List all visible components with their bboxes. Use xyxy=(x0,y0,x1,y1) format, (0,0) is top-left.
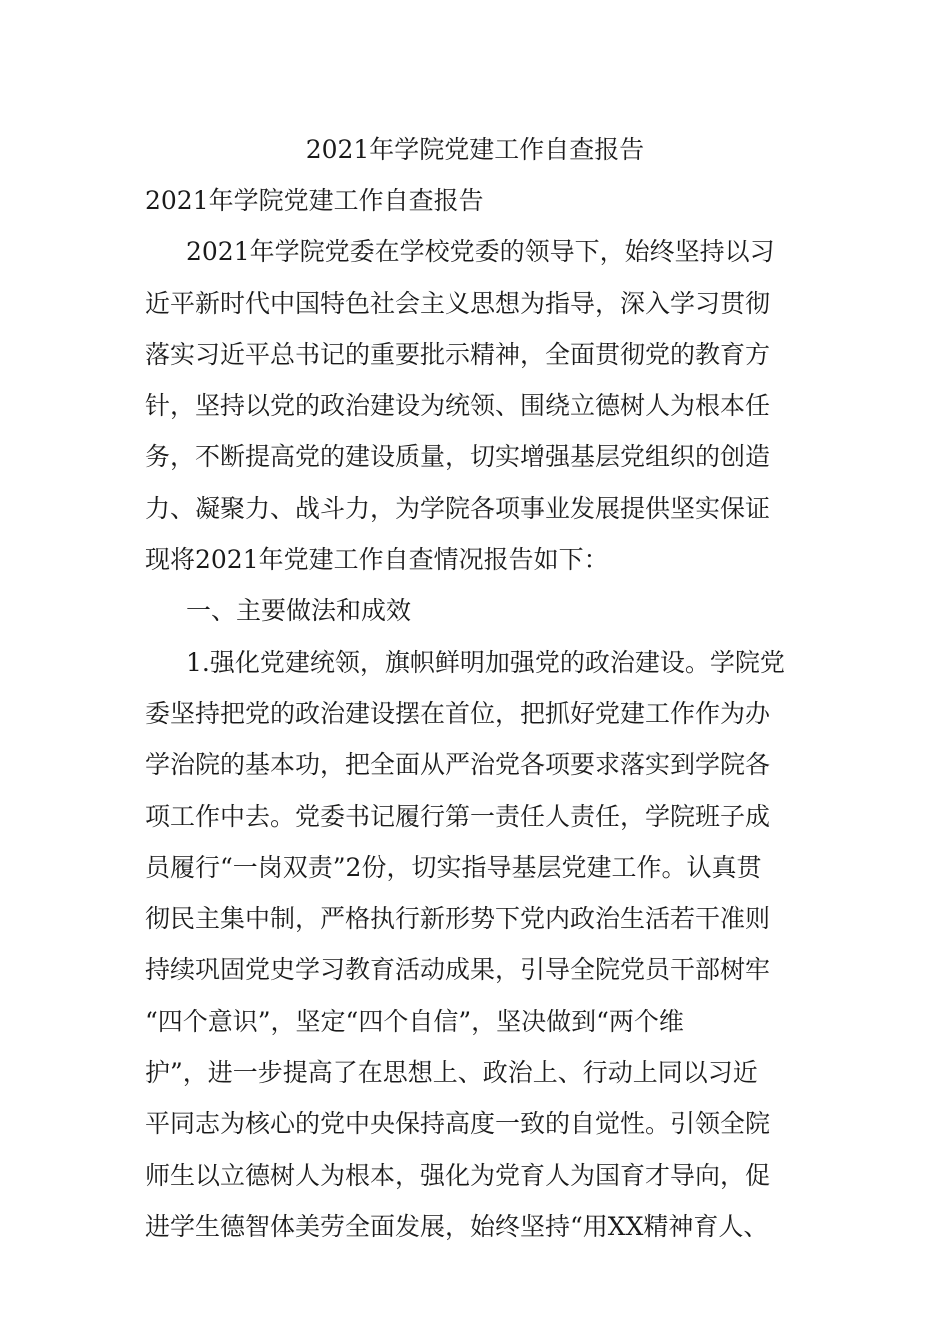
body-line: 针，坚持以党的政治建设为统领、围绕立德树人为根本任 xyxy=(145,391,771,421)
section-heading: 一、主要做法和成效 xyxy=(186,596,412,626)
body-line: 2021年学院党委在学校党委的领导下，始终坚持以习 xyxy=(186,237,775,267)
body-line: 进学生德智体美劳全面发展，始终坚持“用XX精神育人、 xyxy=(145,1211,769,1241)
body-line: 现将2021年党建工作自查情况报告如下： xyxy=(145,545,609,575)
body-line: 学治院的基本功，把全面从严治党各项要求落实到学院各 xyxy=(145,750,771,780)
body-line-subtitle: 2021年学院党建工作自查报告 xyxy=(145,186,484,215)
body-line: 力、凝聚力、战斗力，为学院各项事业发展提供坚实保证 xyxy=(145,493,771,523)
body-line: 落实习近平总书记的重要批示精神，全面贯彻党的教育方 xyxy=(145,339,771,369)
body-line: 近平新时代中国特色社会主义思想为指导，深入学习贯彻 xyxy=(145,288,771,318)
body-line: 1.强化党建统领，旗帜鲜明加强党的政治建设。学院党 xyxy=(186,647,785,677)
body-line: 员履行“一岗双责”2份，切实指导基层党建工作。认真贯 xyxy=(145,852,762,882)
body-line: 彻民主集中制，严格执行新形势下党内政治生活若干准则 xyxy=(145,904,771,934)
body-line: 护”，进一步提高了在思想上、政治上、行动上同以习近 xyxy=(145,1058,758,1088)
body-line: 务，不断提高党的建设质量，切实增强基层党组织的创造 xyxy=(145,442,771,472)
body-line: “四个意识”，坚定“四个自信”，坚决做到“两个维 xyxy=(145,1006,684,1036)
body-line: 平同志为核心的党中央保持高度一致的自觉性。引领全院 xyxy=(145,1109,771,1139)
document-title: 2021年学院党建工作自查报告 xyxy=(305,135,645,164)
document-body xyxy=(145,181,825,1258)
body-line: 项工作中去。党委书记履行第一责任人责任，学院班子成 xyxy=(145,801,771,831)
body-line: 委坚持把党的政治建设摆在首位，把抓好党建工作作为办 xyxy=(145,698,771,728)
body-line: 师生以立德树人为根本，强化为党育人为国育才导向，促 xyxy=(145,1160,771,1190)
body-line: 持续巩固党史学习教育活动成果，引导全院党员干部树牢 xyxy=(145,955,771,985)
